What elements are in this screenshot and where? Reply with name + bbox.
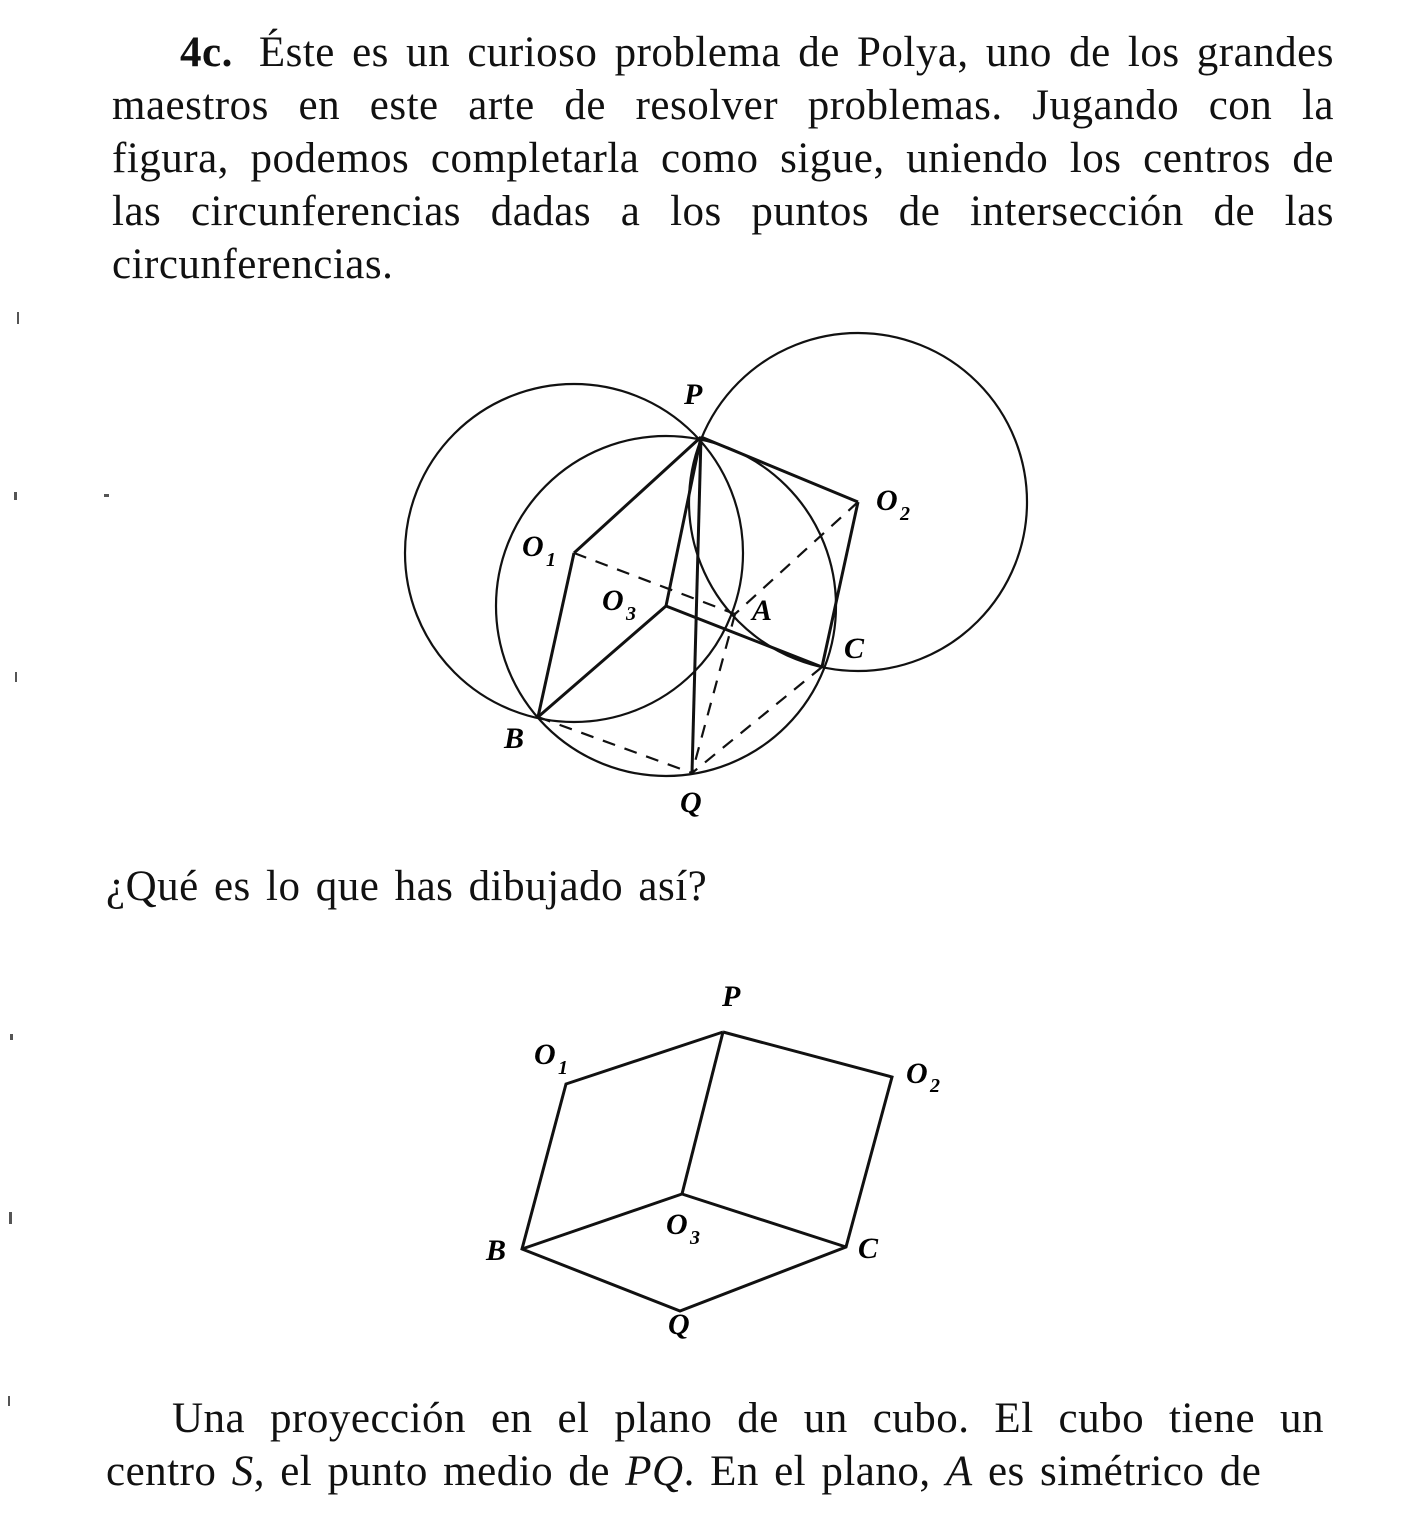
segment-p-q bbox=[692, 437, 701, 773]
label-o2-sub: 2 bbox=[930, 1075, 940, 1097]
label-a: A bbox=[752, 594, 773, 627]
label-q: Q bbox=[668, 1308, 690, 1341]
problem-text: Éste es un curioso problema de Polya, uno de los grandes maestros en este arte de resolver problemas. Jugando con la figura, podemos completarla como sigue, uniendo los centros de las circunferencias dadas a los puntos de intersección de las circunferencias. bbox=[112, 29, 1334, 288]
answer-text-1: Una proyección en el plano de un cubo. El cubo tiene un centro bbox=[106, 1395, 1324, 1495]
problem-number: 4c. bbox=[180, 29, 233, 76]
answer-text-2: , el punto medio de bbox=[253, 1448, 626, 1495]
dashed-b-q bbox=[538, 717, 692, 773]
answer-var-s: S bbox=[231, 1448, 254, 1495]
label-o2: O bbox=[906, 1057, 928, 1090]
label-q: Q bbox=[680, 786, 702, 819]
label-c: C bbox=[844, 632, 865, 665]
label-p: P bbox=[722, 980, 741, 1013]
label-o1-sub: 1 bbox=[558, 1057, 568, 1079]
label-p: P bbox=[684, 378, 703, 411]
label-o3: O bbox=[602, 584, 624, 617]
label-o3-sub: 3 bbox=[690, 1227, 700, 1249]
answer-text-4: es simétrico de bbox=[972, 1448, 1262, 1495]
answer-paragraph bbox=[106, 1392, 1324, 1498]
dashed-c-q bbox=[692, 667, 822, 773]
answer-text-3: . En el plano, bbox=[683, 1448, 946, 1495]
label-o2: O bbox=[876, 484, 898, 517]
question-line: ¿Qué es lo que has dibujado así? bbox=[106, 863, 708, 910]
dashed-a-q bbox=[692, 614, 735, 773]
label-o1-sub: 1 bbox=[546, 549, 556, 571]
edge-b-o3 bbox=[522, 1194, 682, 1249]
label-b: B bbox=[504, 722, 525, 755]
segment-p-o2 bbox=[701, 437, 858, 502]
label-c: C bbox=[858, 1232, 879, 1265]
segment-o3-c bbox=[666, 606, 822, 667]
label-o3-sub: 3 bbox=[626, 603, 636, 625]
label-o3: O bbox=[666, 1208, 688, 1241]
label-o2-sub: 2 bbox=[900, 503, 910, 525]
figure-circles-construction bbox=[405, 333, 1027, 819]
label-o1: O bbox=[534, 1038, 556, 1071]
answer-var-a: A bbox=[945, 1448, 973, 1495]
answer-var-pq: PQ bbox=[625, 1448, 684, 1495]
edge-p-o3 bbox=[682, 1032, 723, 1194]
edge-c-o3 bbox=[682, 1194, 846, 1247]
scan-specks bbox=[8, 312, 109, 1406]
label-b: B bbox=[486, 1234, 507, 1267]
label-o1: O bbox=[522, 530, 544, 563]
hexagon-outline bbox=[522, 1032, 892, 1311]
figure-cube-projection bbox=[485, 980, 940, 1341]
